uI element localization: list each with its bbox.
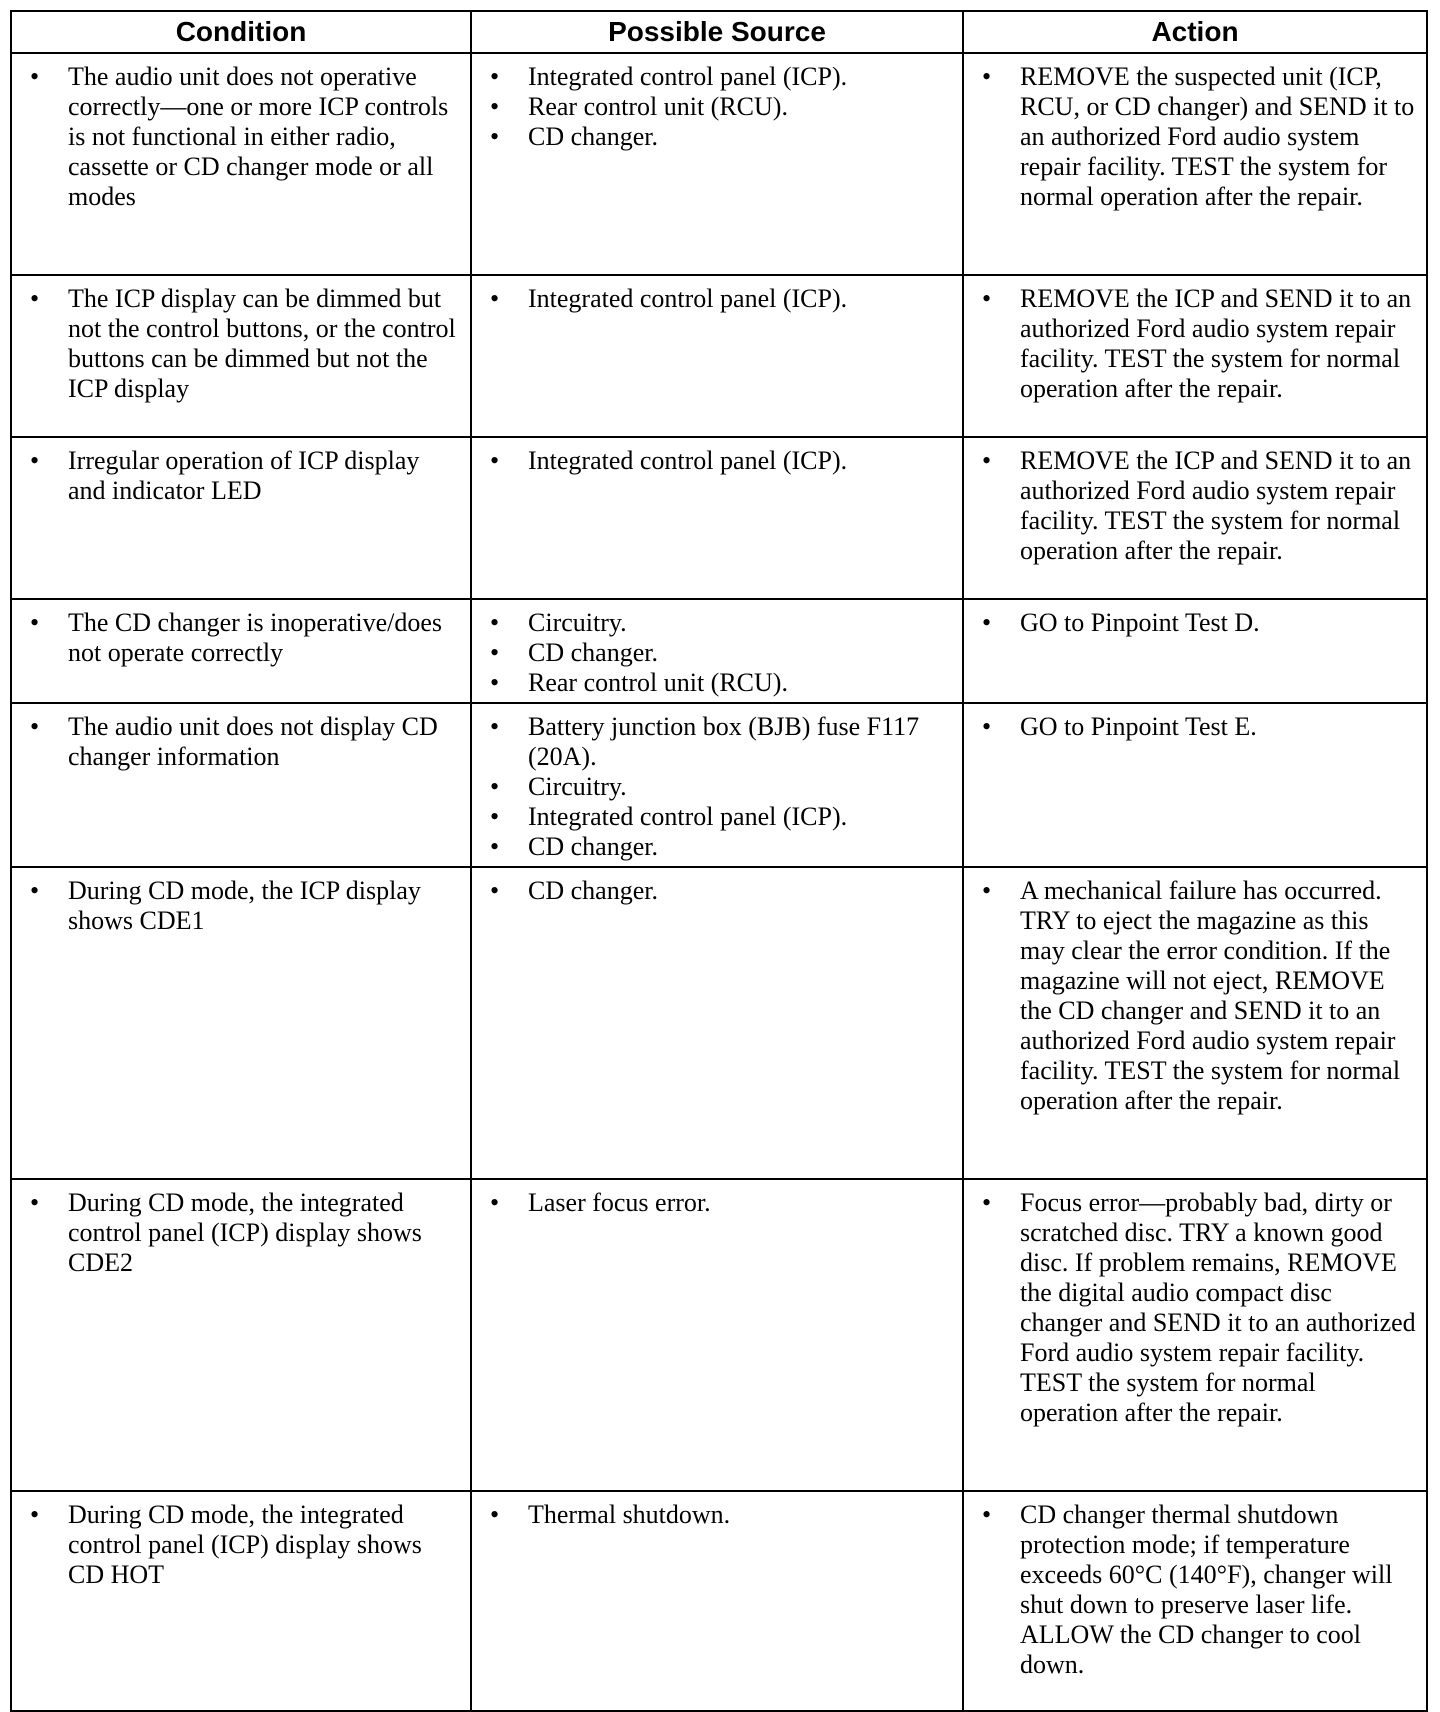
- table-row: [11, 867, 1427, 1179]
- condition-text: • During CD mode, the ICP display shows CDE1: [20, 876, 462, 936]
- table-row: [11, 437, 1427, 599]
- action-cell: [963, 599, 1427, 703]
- action-cell: [963, 1179, 1427, 1491]
- condition-text: • During CD mode, the integrated control panel (ICP) display shows CDE2: [20, 1188, 462, 1278]
- source-cell: [471, 53, 963, 275]
- source-item: • Integrated control panel (ICP).: [480, 446, 954, 476]
- condition-text: • The CD changer is inoperative/does not operate correctly: [20, 608, 462, 668]
- condition-text: • The audio unit does not operative correctly—one or more ICP controls is not functional in either radio, cassette or CD changer mode or all modes: [20, 62, 462, 212]
- condition-cell: [11, 437, 471, 599]
- source-cell: [471, 867, 963, 1179]
- action-text: • REMOVE the suspected unit (ICP, RCU, or CD changer) and SEND it to an authorized Ford audio system repair facility. TEST the system for normal operation after the repair.: [972, 62, 1418, 212]
- source-item: • Integrated control panel (ICP).: [480, 802, 954, 832]
- source-item: • Integrated control panel (ICP).: [480, 284, 954, 314]
- action-text: • REMOVE the ICP and SEND it to an authorized Ford audio system repair facility. TEST the system for normal operation after the repair.: [972, 284, 1418, 404]
- condition-text: • The ICP display can be dimmed but not the control buttons, or the control buttons can be dimmed but not the ICP display: [20, 284, 462, 404]
- header-action: Action: [963, 11, 1427, 53]
- action-text: • A mechanical failure has occurred. TRY to eject the magazine as this may clear the error condition. If the magazine will not eject, REMOVE the CD changer and SEND it to an authorized Ford audio system repair facility. TEST the system for normal operation after the repair.: [972, 876, 1418, 1116]
- condition-cell: [11, 275, 471, 437]
- condition-cell: [11, 599, 471, 703]
- source-cell: [471, 599, 963, 703]
- condition-text: • The audio unit does not display CD changer information: [20, 712, 462, 772]
- condition-cell: [11, 1491, 471, 1711]
- source-item: • Integrated control panel (ICP).: [480, 62, 954, 92]
- source-cell: [471, 703, 963, 867]
- action-cell: [963, 867, 1427, 1179]
- action-text: • REMOVE the ICP and SEND it to an authorized Ford audio system repair facility. TEST the system for normal operation after the repair.: [972, 446, 1418, 566]
- source-item: • Circuitry.: [480, 772, 954, 802]
- source-item: • CD changer.: [480, 122, 954, 152]
- action-cell: [963, 437, 1427, 599]
- source-item: • Rear control unit (RCU).: [480, 668, 954, 698]
- condition-text: • Irregular operation of ICP display and indicator LED: [20, 446, 462, 506]
- source-item: • Thermal shutdown.: [480, 1500, 954, 1530]
- action-cell: [963, 703, 1427, 867]
- action-text: • Focus error—probably bad, dirty or scratched disc. TRY a known good disc. If problem remains, REMOVE the digital audio compact disc changer and SEND it to an authorized Ford audio system repair facility. TEST the system for normal operation after the repair.: [972, 1188, 1418, 1428]
- source-item: • Laser focus error.: [480, 1188, 954, 1218]
- header-condition: Condition: [11, 11, 471, 53]
- table-row: [11, 703, 1427, 867]
- action-cell: [963, 1491, 1427, 1711]
- header-row: [11, 11, 1427, 53]
- table-row: [11, 1491, 1427, 1711]
- table-row: [11, 275, 1427, 437]
- action-text: • GO to Pinpoint Test E.: [972, 712, 1418, 742]
- condition-cell: [11, 867, 471, 1179]
- source-item: • CD changer.: [480, 876, 954, 906]
- table-row: [11, 53, 1427, 275]
- condition-cell: [11, 1179, 471, 1491]
- symptom-chart-table: [10, 10, 1428, 1712]
- action-cell: [963, 53, 1427, 275]
- action-cell: [963, 275, 1427, 437]
- condition-text: • During CD mode, the integrated control panel (ICP) display shows CD HOT: [20, 1500, 462, 1590]
- source-item: • Battery junction box (BJB) fuse F117 (20A).: [480, 712, 954, 772]
- condition-cell: [11, 703, 471, 867]
- source-cell: [471, 437, 963, 599]
- table-row: [11, 1179, 1427, 1491]
- source-cell: [471, 1179, 963, 1491]
- source-item: • CD changer.: [480, 638, 954, 668]
- condition-cell: [11, 53, 471, 275]
- source-item: • Circuitry.: [480, 608, 954, 638]
- action-text: • CD changer thermal shutdown protection mode; if temperature exceeds 60°C (140°F), changer will shut down to preserve laser life. ALLOW the CD changer to cool down.: [972, 1500, 1418, 1680]
- source-cell: [471, 1491, 963, 1711]
- header-possible-source: Possible Source: [471, 11, 963, 53]
- diagnostic-table-container: [10, 10, 1426, 1712]
- source-cell: [471, 275, 963, 437]
- table-row: [11, 599, 1427, 703]
- action-text: • GO to Pinpoint Test D.: [972, 608, 1418, 638]
- source-item: • CD changer.: [480, 832, 954, 862]
- source-item: • Rear control unit (RCU).: [480, 92, 954, 122]
